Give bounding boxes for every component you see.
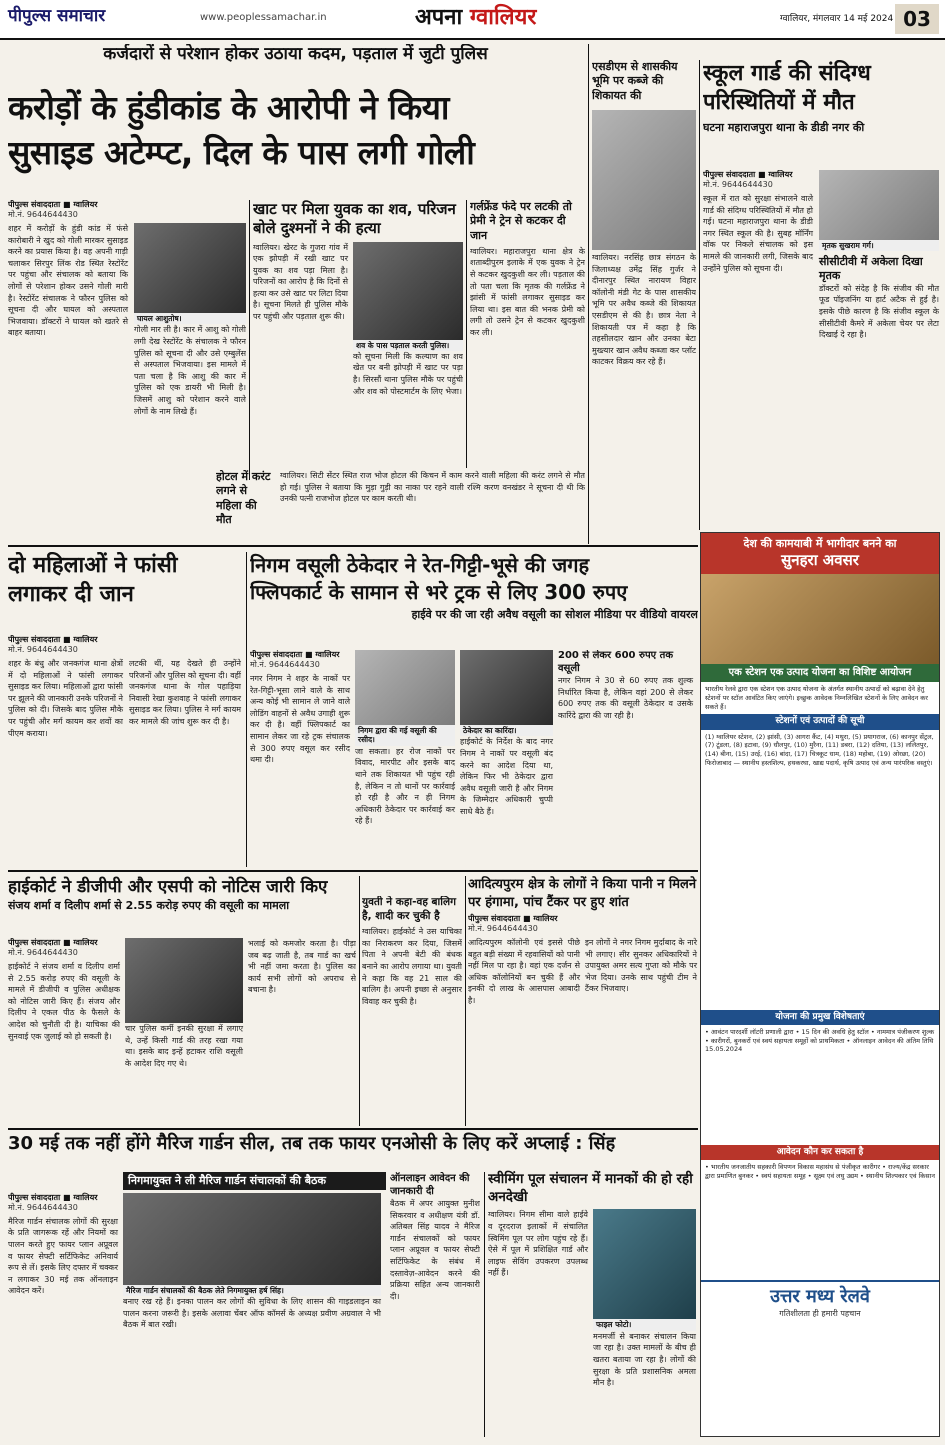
story8-mobile: मो.नं. 9644644430 xyxy=(250,660,320,669)
story10-body: ग्वालियर। हाईकोर्ट ने उस याचिका का निराकरण कर दिया, जिसमें पिता ने अपनी बेटी की बंधक बनाने का आरोप लगाया था। युवती ने कहा कि वह 21 साल की बालिग है। अपनी इच्छा से अनुसार विवाह कर चुकी है। xyxy=(362,927,462,1006)
story13-headline: स्वीमिंग पूल संचालन में मानकों की हो रही अनदेखी xyxy=(488,1171,693,1206)
page-number: 03 xyxy=(895,4,939,34)
section-title: अपना ग्वालियर xyxy=(415,5,537,30)
story5-headline: एसडीएम से शासकीय भूमि पर कब्जे की शिकायत की xyxy=(592,60,678,102)
railway-advertisement xyxy=(700,532,940,1437)
story2-photo-caption: शव के पास पड़ताल करती पुलिस। xyxy=(353,340,463,351)
story11-headline: आदित्यपुरम क्षेत्र के लोगों ने किया पानी न मिलने पर हंगामा, पांच टैंकर पर हुए शांत xyxy=(468,877,697,910)
story9-byline: पीपुल्स संवाददाता ■ ग्वालियर xyxy=(8,938,98,947)
story6-body2: डॉक्टरों को संदेह है कि संजीव की मौत फूड पॉइजनिंग या हार्ट अटैक से हुई है। इसके पीछे कारण है कि संजीव स्कूल के सीसीटीवी कैमरे में अकेला चेयर पर लेटा दिखाई दे रहा है। xyxy=(819,283,939,340)
story13-body2: मनमर्जी से बनाकर संचालन किया जा रहा है। उक्त मामलों के बीच ही खतरा बताया जा रहा है। लोगों की सुरक्षा के प्रति प्रशासनिक अमला मौन है। xyxy=(593,1331,696,1388)
meeting-caption: मैरिज गार्डन संचालकों की बैठक लेते निगमायुक्त हर्ष सिंह। xyxy=(123,1285,381,1296)
story5-body: ग्वालियर। नरसिंह छात्र संगठन के जिलाध्यक्ष उमेंद्र सिंह गुर्जर ने दीनारपुर स्थित नारायण विहार कॉलोनी मंडी गेट के पास शासकीय भूमि पर अवैध कब्जे की शिकायत एसडीएम से की है। छात्र नेता ने शिकायती पत्र में कहा है कि तहसीलदार खान और उनका बेटा मुख्त्यार खान अवैध कब्जा कर प्लॉट काटकर विक्रय कर रहे हैं। xyxy=(592,253,696,367)
ad-list-head: स्टेशनों एवं उत्पादों की सूची xyxy=(701,714,939,729)
story13-body: ग्वालियर। निगम सीमा वाले हाईवे व दूरदराज इलाकों में संचालित स्विमिंग पूल पर लोग पहुंच रहे हैं। ऐसे में पूल में प्रशिक्षित गार्ड और लाइफ सेविंग उपकरण उपलब्ध नहीं हैं। xyxy=(488,1210,588,1278)
story6-body-text: स्कूल में रात को सुरक्षा संभालने वाले गार्ड की संदिग्ध परिस्थितियों में मौत हो गई। घटना महाराजपुरा थाना के डीडी नगर स्थित स्कूल की है। सुबह मॉर्निंग वॉक पर निकले संचालक को इस मामले की जानकारी लगी, जिसके बाद उन्होंने पुलिस को सूचना दी। xyxy=(703,194,813,273)
story13 xyxy=(488,1170,698,1438)
story8-headline-1: निगम वसूली ठेकेदार ने रेत-गिट्टी-भूसे की जगह xyxy=(250,553,590,577)
ad-scheme-banner: एक स्टेशन एक उत्पाद योजना का विशिष्ट आयोजन xyxy=(701,664,939,683)
story5-headline-box xyxy=(592,60,696,108)
story1-body2: गोली मार ली है। कार में आशु को गोली लगी देख रेस्टोरेंट के संचालक ने फौरन पुलिस को सूचना दी और उसे एम्बुलेंस से अस्पताल भिजवाया। इस मामले में पता चला है कि आशु की कार में पुलिस को एक डायरी भी मिली है। जिसमें आशु को परेशान करने वाले लोगों के नाम लिखे हैं। xyxy=(134,325,246,416)
story1-photo-caption: घायल आशुतोष। xyxy=(134,313,246,324)
story3-headline: गर्लफ्रेंड फंदे पर लटकी तो प्रेमी ने ट्रेन से कटकर दी जान xyxy=(470,200,572,242)
receipt-photo xyxy=(355,650,455,725)
story4-headline: होटल में करंट लगने से महिला की मौत xyxy=(216,470,271,526)
masthead xyxy=(0,0,945,40)
ad-photo xyxy=(701,574,939,664)
ad-top xyxy=(701,533,939,574)
story12-body-text: मैरिज गार्डन संचालक लोगों की सुरक्षा के प्रति जागरूक रहें और नियमों का पालन करते हुए फायर प्लान अप्रूवल व फायर सेफ्टी सर्टिफिकेट अनिवार्य रूप से लें। इसके लिए दफ्तर में चक्कर न लगाकर 30 मई तक ऑनलाइन आवेदन करें। xyxy=(8,1216,118,1296)
story8-body xyxy=(250,650,698,865)
story11 xyxy=(468,876,698,1126)
story7-byline: पीपुल्स संवाददाता ■ ग्वालियर xyxy=(8,635,98,644)
story12-headline-box xyxy=(8,1132,698,1172)
railway-name: उत्तर मध्य रेलवे xyxy=(770,1286,870,1308)
story1-body-col xyxy=(8,200,246,540)
story9-headline: हाईकोर्ट ने डीजीपी और एसपी को नोटिस जारी किए xyxy=(8,877,328,897)
contractor-caption: ठेकेदार का कारिंदा। xyxy=(460,725,553,736)
story2-photo xyxy=(353,242,463,340)
ad-features: • आवंटन पारदर्शी लॉटरी प्रणाली द्वारा • 15 दिन की अवधि हेतु स्टॉल • नाममात्र पंजीकरण शुल्क • कारीगरों, बुनकरों एवं स्वयं सहायता समूहों को प्राथमिकता • ऑनलाइन आवेदन की अंतिम तिथि 15.05.2024 xyxy=(705,1027,935,1054)
story4-headline-box xyxy=(216,470,276,540)
story6-subhead: घटना महाराजपुरा थाना के डीडी नगर की xyxy=(703,121,865,135)
story11-body2: इन लोगों ने नगर निगम मुर्दाबाद के नारे भी लगाए। सीर सुनकर अधिकारियों ने उपायुक्त अमर सत्य गुप्ता को मौके पर भेज दिया। उनके साथ पहुंची टीम ने टैंकर भिजवाए। xyxy=(585,938,697,994)
contractor-photo xyxy=(460,650,553,725)
railway-logo xyxy=(701,1280,939,1323)
pool-caption: फाइल फोटो। xyxy=(593,1319,696,1330)
story1-kicker: कर्जदारों से परेशान होकर उठाया कदम, पड़ताल में जुटी पुलिस xyxy=(103,44,488,64)
story6-cctv-head: सीसीटीवी में अकेला दिखा मृतक xyxy=(819,255,923,283)
story6-mobile: मो.नं. 9644644430 xyxy=(703,180,773,189)
story8-head xyxy=(250,552,698,644)
story7-body-text: शहर के बंधु और जनकगंज थाना क्षेत्रों में दो महिलाओं ने फांसी लगाकर सुसाइड कर लिया। महिलाओं द्वारा फांसी पर झूलने की जानकारी उनके परिजनों ने पुलिस को दी। जिसके बाद पुलिस मौके पर पहुंची और मर्ग कायम कर शवों का पीएम कराया। xyxy=(8,659,123,738)
story3-body: ग्वालियर। महाराजपुरा थाना क्षेत्र के शताब्दीपुरम इलाके में एक युवक ने ट्रेन से कटकर खुदकुशी कर ली। पड़ताल की तो पता चला कि मृतक की गर्लफ्रेंड ने झांसी में फांसी लगाकर सुसाइड कर लिया था। इस बात की भनक प्रेमी को लगी तो उसने ट्रेन से कटकर खुदकुशी कर ली। xyxy=(470,246,585,338)
story9-body-text: हाईकोर्ट ने संजय शर्मा व दिलीप शर्मा से 2.55 करोड़ रुपए की वसूली के मामले में डीजीपी व पुलिस अधीक्षक को नोटिस जारी किए हैं। संजय और दिलीप ने एकल पीठ के फैसले के आदेश को चुनौती दी है। याचिका की सुनवाई एक जुलाई को हो सकती है। xyxy=(8,962,120,1041)
section-city: ग्वालियर xyxy=(469,5,537,30)
story8-headline-2: फ्लिपकार्ट के सामान से भरे ट्रक से लिए 300 रुपए xyxy=(250,580,628,604)
receipt-caption: निगम द्वारा की गई वसूली की रसीद। xyxy=(355,725,455,746)
ad-who-head: आवेदन कौन कर सकता है xyxy=(701,1145,939,1160)
story2 xyxy=(253,200,463,490)
story12-byline: पीपुल्स संवाददाता ■ ग्वालियर xyxy=(8,1192,98,1202)
ad-list: (1) ग्वालियर स्टेशन, (2) झांसी, (3) आगरा कैंट, (4) मथुरा, (5) प्रयागराज, (6) कानपुर सेंट्रल, (7) टूंडला, (8) इटावा, (9) धौलपुर, (10) मुरैना, (11) डबरा, (12) दतिया, (13) ललितपुर, (14) बीना, (15) उरई, (16) बांदा, (17) चित्रकूट धाम, (18) महोबा, (19) ओरछा, (20) फिरोजाबाद — स्थानीय हस्तशिल्प, हथकरघा, खाद्य पदार्थ, कृषि उत्पाद एवं अन्य पारंपरिक वस्तुएं। xyxy=(705,732,934,767)
story8-subhead: हाईवे पर की जा रही अवैध वसूली का सोशल मीडिया पर वीडियो वायरल xyxy=(411,608,698,621)
story9-body xyxy=(8,938,356,1126)
story12-mobile: मो.नं. 9644644430 xyxy=(8,1202,78,1212)
story12-online xyxy=(390,1172,480,1437)
story7-body xyxy=(8,635,243,870)
story9-subhead: संजय शर्मा व दिलीप शर्मा से 2.55 करोड़ रुपए की वसूली का मामला xyxy=(8,898,290,912)
ad-top-line2: सुनहरा अवसर xyxy=(781,550,859,569)
story12-body xyxy=(8,1172,386,1437)
story7-headline-box xyxy=(8,552,243,632)
story1-body: शहर में करोड़ों के हुंडी कांड में फंसे कारोबारी ने खुद को गोली मारकर सुसाइड करने का प्रयास किया है। वह अपनी गाड़ी चलाकर सिरपुर लिंक रोड स्थित रेस्टोरेंट पर पहुंचा और संचालक को बताया कि लोगों से परेशान होकर उसने गोली मारी है। रेस्टोरेंट संचालक ने फौरन पुलिस को सूचना दी और घायल को अस्पताल भिजवाया। डॉक्टरों ने घायल को खतरे से बाहर बताया। xyxy=(8,224,128,338)
meeting-photo xyxy=(123,1193,381,1285)
story12-online-head: ऑनलाइन आवेदन की जानकारी दी xyxy=(390,1173,470,1197)
story12-body2: बैठक में अपर आयुक्त मुनीश सिकरवार व अधीक्षण यंत्री डॉ. अतिबल सिंह यादव ने मैरिज गार्डन संचालकों को फायर प्लान अप्रूवल व फायर सेफ्टी सर्टिफिकेट के संबंध में दस्तावेज़-आवेदन करने की प्रक्रिया सहित अन्य जानकारी दी। xyxy=(390,1199,480,1301)
story12-headline: 30 मई तक नहीं होंगे मैरिज गार्डन सील, तब तक फायर एनओसी के लिए करें अप्लाई : सिंह xyxy=(8,1133,616,1154)
story8-body-text: नगर निगम ने शहर के नाकों पर रेत-गिट्टी-भूसा लाने वाले के साथ अन्य कोई भी सामान ले जाने वाले लोडिंग वाहनों से अवैध उगाही शुरू कर दी है। वहीं फ्लिपकार्ट का सामान लेकर जा रहे ट्रक संचालक से 300 रुपए वसूल कर रसीद थमा दी। xyxy=(250,674,350,765)
court-photo xyxy=(125,938,243,1023)
story2-body: ग्वालियर। खेरट के गुजरा गांव में एक झोपड़ी में रखी खाट पर युवक का शव पड़ा मिला है। परिजनों का आरोप है कि दिनों से हत्या कर उसे खाट पर लिटा दिया है। सूचना मिलते ही पुलिस मौके पर पहुंची और पड़ताल शुरू की। xyxy=(253,242,348,322)
story2-headline: खाट पर मिला युवक का शव, परिजन बोले दुश्मनों ने की हत्या xyxy=(253,200,456,237)
story3 xyxy=(470,200,585,468)
story9-body3: चार पुलिस कर्मी इनकी सुरक्षा में लगाए थे, उन्हें किसी गार्ड की तरह रखा गया था। इसके बाद इन्हें हटाकर राशि वसूली के आदेश दिए गए थे। xyxy=(125,1024,243,1068)
story1-photo xyxy=(134,223,246,313)
dateline: ग्वालियर, मंगलवार 14 मई 2024 xyxy=(780,14,894,24)
story8-body4: हाईकोर्ट के निर्देश के बाद नगर निगम ने नाकों पर वसूली बंद करने का आदेश दिया था, लेकिन फिर भी ठेकेदार द्वारा अवैध वसूली जारी है और निगम के जिम्मेदार अधिकारी चुप्पी साधे बैठे हैं। xyxy=(460,737,553,816)
story11-byline: पीपुल्स संवाददाता ■ ग्वालियर xyxy=(468,914,558,924)
story11-body: आदित्यपुरम कॉलोनी एवं इससे पीछे बहुत बड़ी संख्या में रहवासियों को पानी नहीं मिल पा रहा है। वहां एक दर्जन से अधिक कॉलोनियों बन चुकी हैं और इनकी दो लाख के आसपास आबादी है। xyxy=(468,938,580,1006)
story10 xyxy=(362,896,462,1126)
ad-who: • भारतीय जनजातीय सहकारी विपणन विकास महासंघ से पंजीकृत कारीगर • राज्य/केंद्र सरकार द्वारा प्रमाणित बुनकर • स्वयं सहायता समूह • सूक्ष्म एवं लघु उद्यम • स्थानीय शिल्पकार एवं किसान xyxy=(705,1163,935,1180)
story4-body: ग्वालियर। सिटी सेंटर स्थित राज भोज होटल की किचन में काम करने वाली महिला की करंट लगने से मौत हो गई। पुलिस ने बताया कि मुड़ा गुड़ी का नाका पर रहने वाली रश्मि करण वनखंडर ने सूचना दी थी कि उनकी पत्नी राजभोज होटल पर काम करती थी। xyxy=(280,471,585,504)
story9-body2: भलाई को कमजोर करता है। पीड़ा जब बढ़ जाती है, तब गार्ड का खर्च भी नहीं जमा करता है। पुलिस का कार्य सभी लोगों को अपराध से बचाना है। xyxy=(248,939,356,995)
story6-photo-caption: मृतक सुखराम गर्ग। xyxy=(819,240,939,251)
story8-amount-head: 200 से लेकर 600 रुपए तक वसूली xyxy=(558,650,674,674)
story6-photo xyxy=(819,170,939,240)
brand-logo: पीपुल्स समाचार xyxy=(8,6,106,26)
story8-body2: नगर निगम ने 30 से 60 रुपए तक शुल्क निर्धारित किया है, लेकिन वहां 200 से लेकर 600 रुपए तक की वसूली ठेकेदार व उसके कारिंदे द्वारा की जा रही है। xyxy=(558,676,693,720)
story8-byline: पीपुल्स संवाददाता ■ ग्वालियर xyxy=(250,650,340,659)
story6-byline: पीपुल्स संवाददाता ■ ग्वालियर xyxy=(703,170,793,179)
ad-intro: भारतीय रेलवे द्वारा एक स्टेशन एक उत्पाद योजना के अंतर्गत स्थानीय उत्पादों को बढ़ावा देने हेतु स्टेशनों पर स्टॉल आवंटित किए जाएंगे। इच्छुक आवेदक निम्नलिखित स्टेशनों के लिए आवेदन कर सकते हैं। xyxy=(705,685,928,711)
ad-top-line1: देश की कामयाबी में भागीदार बनने का xyxy=(743,537,897,550)
story12-body3: बनाए रख रहे हैं। इनका पालन कर लोगों की सुविधा के लिए शासन की गाइडलाइन का पालन करना जरूरी है। इसके अलावा चेंबर ऑफ कॉमर्स के अध्यक्ष प्रवीण अग्रवाल ने भी बैठक में बात रखी। xyxy=(123,1297,381,1330)
story1-headline: करोड़ों के हुंडीकांड के आरोपी ने किया सुसाइड अटेम्प्ट, दिल के पास लगी गोली xyxy=(8,88,475,172)
story6-head xyxy=(703,60,940,170)
story2-body2: को सूचना मिली कि कल्याण का शव खेत पर बनी झोपड़ी में खाट पर पड़ा है। सिरसौं थाना पुलिस मौके पर पहुंची और शव को पोस्टमार्टम के लिए भेजा। xyxy=(353,351,463,396)
story7-mobile: मो.नं. 9644644430 xyxy=(8,645,78,654)
story11-mobile: मो.नं. 9644644430 xyxy=(468,924,538,934)
story12-banner: निगमायुक्त ने ली मैरिज गार्डन संचालकों की बैठक xyxy=(123,1172,386,1190)
story1-mobile: मो.नं. 9644644430 xyxy=(8,210,78,219)
story6-headline: स्कूल गार्ड की संदिग्ध परिस्थितियों में मौत xyxy=(703,61,871,115)
story1-byline: पीपुल्स संवाददाता ■ ग्वालियर xyxy=(8,200,98,209)
pool-photo xyxy=(593,1209,696,1319)
story7-body2: लटकी थीं, यह देखते ही उन्होंने परिजनों और पुलिस को सूचना दी। वहीं जनकगंज थाना के गोल पहाड़िया निवासी रेखा कुशवाह ने फांसी लगाकर सुसाइड कर लिया। पुलिस ने मर्ग कायम कर मामले की जांच शुरू कर दी है। xyxy=(129,659,241,726)
site-url[interactable]: www.peoplessamachar.in xyxy=(200,12,327,23)
story8-body3: जा सकता। हर रोज नाकों पर विवाद, मारपीट और इसके बाद थाने तक शिकायत भी पहुंच रही है, लेकिन न तो थानों पर कार्रवाई हो रही है और न ही निगम अधिकारी ठेकेदार पर कार्रवाई कर रहे हैं। xyxy=(355,746,455,826)
story6-body xyxy=(703,170,940,530)
story7-headline: दो महिलाओं ने फांसी लगाकर दी जान xyxy=(8,553,178,607)
railway-tagline: गतिशीलता ही हमारी पहचान xyxy=(779,1308,861,1318)
story9-head xyxy=(8,876,356,936)
story10-headline: युवती ने कहा-वह बालिग है, शादी कर चुकी है xyxy=(362,896,457,922)
story5-photo xyxy=(592,110,696,250)
story9-mobile: मो.नं. 9644644430 xyxy=(8,948,78,957)
ad-features-head: योजना की प्रमुख विशेषताएं xyxy=(701,1010,939,1025)
